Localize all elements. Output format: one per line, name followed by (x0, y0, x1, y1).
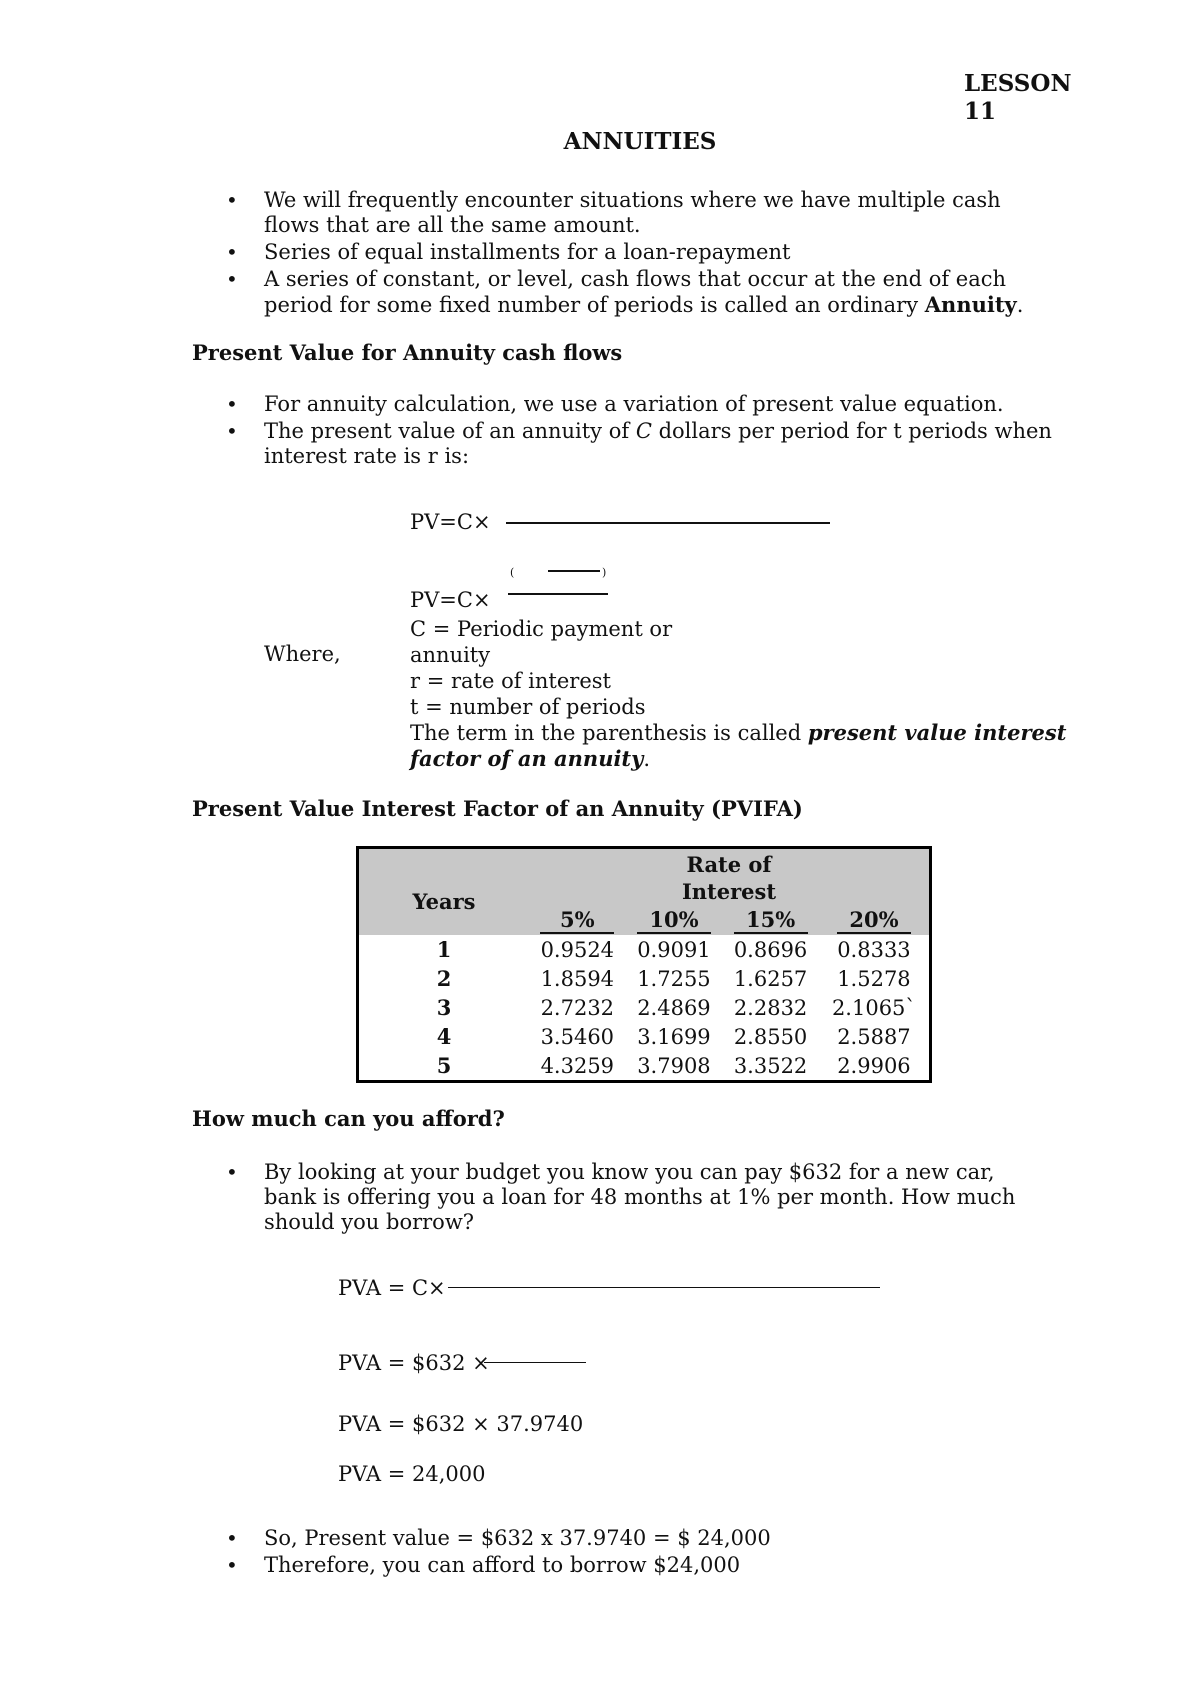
section-heading-afford: How much can you afford? (192, 1106, 505, 1131)
formula-pv-2: PV=C× (410, 588, 491, 612)
year-cell: 2 (436, 966, 452, 991)
table-cell: 2.9906 (837, 1053, 911, 1078)
list-item: • So, Present value = $632 x 37.9740 = $ 24,000 (192, 1526, 1052, 1551)
section-heading-pv: Present Value for Annuity cash flows (192, 340, 623, 365)
table-row (358, 1051, 931, 1082)
year-cell: 5 (436, 1053, 452, 1078)
formula-pva-1: PVA = C× (338, 1276, 446, 1300)
table-cell: 3.7908 (637, 1053, 711, 1078)
table-row (358, 935, 931, 964)
table-cell: 3.3522 (733, 1053, 808, 1078)
fraction-bar (448, 1287, 880, 1288)
table-cell: 1.5278 (837, 966, 911, 991)
formula-pva-3: PVA = $632 × 37.9740 (338, 1412, 584, 1436)
col-header: 5% (540, 907, 614, 934)
year-cell: 3 (436, 995, 452, 1020)
table-cell: 4.3259 (540, 1053, 615, 1078)
lesson-label (964, 70, 1104, 126)
table-row (358, 964, 931, 993)
table-cell: 2.4869 (637, 995, 711, 1020)
table-cell: 0.9091 (637, 937, 711, 962)
fraction-bar (484, 1362, 586, 1363)
list-item: • We will frequently encounter situations where we have multiple cash flows that are all the same amount. (192, 188, 1052, 238)
table-cell: 0.9524 (540, 937, 615, 962)
col-header: 10% (637, 907, 711, 934)
formula-paren-right: ) (602, 566, 607, 579)
year-cell: 1 (436, 937, 452, 962)
table-cell: 2.2832 (733, 995, 808, 1020)
col-header: 15% (734, 907, 808, 934)
table-cell: 2.8550 (733, 1024, 808, 1049)
list-item (192, 419, 1052, 469)
table-cell: 2.5887 (837, 1024, 911, 1049)
list-item: • For annuity calculation, we use a variation of present value equation. (192, 392, 1052, 417)
list-item: • Therefore, you can afford to borrow $24,000 (192, 1553, 1052, 1578)
intro-bullet-list (192, 188, 1052, 320)
term-note (410, 720, 1090, 772)
table-row (358, 993, 931, 1022)
afford-bullet-list (192, 1160, 1052, 1237)
table-cell: 3.1699 (637, 1024, 711, 1049)
where-label: Where, (264, 642, 341, 666)
year-cell: 4 (436, 1024, 452, 1049)
bullet-text: The present value of an annuity of (264, 419, 636, 443)
bullet-text: A series of constant, or level, cash flows that occur at the end of each period for some fixed number of periods is called an ordinary (264, 267, 1007, 317)
rate-header-line2: Interest (681, 879, 777, 904)
table-cell: 0.8696 (733, 937, 808, 962)
formula-pva-2: PVA = $632 × (338, 1351, 490, 1375)
fraction-bar (508, 593, 608, 595)
page-title: ANNUITIES (563, 128, 717, 155)
list-item: • By looking at your budget you know you can pay $632 for a new car, bank is offering you a loan for 48 months at 1% per month. How much should you borrow? (192, 1160, 1052, 1235)
formula-pv-1: PV=C× (410, 510, 491, 534)
table-cell: 1.7255 (637, 966, 711, 991)
col-header: 20% (837, 907, 911, 934)
definitions (410, 616, 1090, 772)
bullet-bold-term: Annuity (924, 292, 1017, 317)
table-cell: 3.5460 (540, 1024, 615, 1049)
formula-paren-left: ( (510, 566, 515, 579)
pv-bullet-list (192, 392, 1052, 471)
pvifa-table (356, 846, 932, 1083)
section-heading-pvifa: Present Value Interest Factor of an Annuity (PVIFA) (192, 796, 803, 821)
table-cell: 0.8333 (837, 937, 911, 962)
afford-summary-list (192, 1526, 1052, 1580)
table-cell: 2.7232 (540, 995, 615, 1020)
fraction-bar-small (548, 570, 600, 572)
bullet-text-end: dollars per period for t periods when interest rate is r is: (264, 419, 1052, 468)
term-note-italic: present value interest factor of an annuity (410, 720, 1067, 771)
list-item (192, 267, 1052, 318)
rate-header (529, 848, 931, 906)
table-cell: 1.8594 (540, 966, 615, 991)
years-header: Years (358, 848, 530, 936)
lesson-word: LESSON (964, 70, 1072, 97)
rate-header-line1: Rate of (686, 852, 772, 877)
term-note-end: . (643, 747, 651, 771)
fraction-bar (506, 522, 830, 524)
list-item: • Series of equal installments for a loan-repayment (192, 240, 1052, 265)
term-note-text: The term in the parenthesis is called (410, 721, 808, 745)
table-cell: 1.6257 (733, 966, 808, 991)
def-c: C = Periodic payment or annuity (410, 617, 673, 667)
variable-c: C (635, 419, 652, 443)
table-row (358, 1022, 931, 1051)
lesson-number: 11 (964, 98, 997, 125)
bullet-end: . (1016, 293, 1024, 317)
def-t: t = number of periods (410, 695, 646, 719)
formula-pva-4: PVA = 24,000 (338, 1462, 486, 1486)
def-r: r = rate of interest (410, 669, 611, 693)
table-cell: 2.1065` (831, 995, 916, 1020)
